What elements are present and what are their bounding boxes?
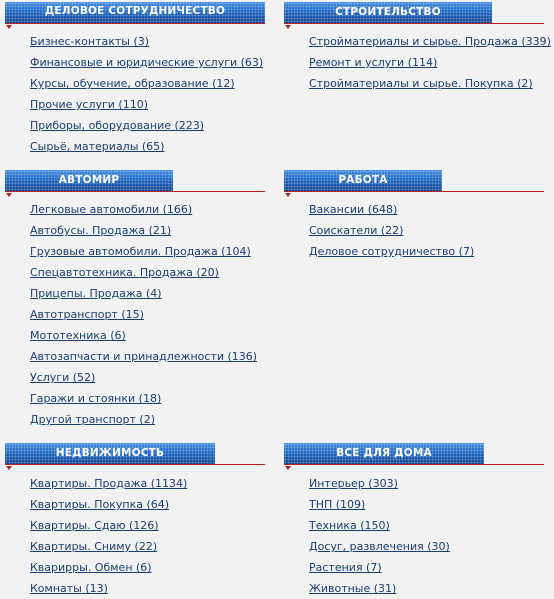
category-link[interactable]: Квартиры. Продажа (1134) xyxy=(30,477,188,490)
section-header xyxy=(5,170,265,194)
category-link[interactable]: Автотранспорт (15) xyxy=(30,308,144,321)
category-link[interactable]: ТНП (109) xyxy=(309,498,366,511)
list-item xyxy=(284,199,544,220)
list-item xyxy=(5,115,265,136)
category-link[interactable]: Квартиры. Сдаю (126) xyxy=(30,519,159,532)
section-title-bar: ВСЕ ДЛЯ ДОМА xyxy=(284,443,484,464)
category-link[interactable]: Стройматериалы и сырье. Продажа (339) xyxy=(309,35,551,48)
list-item xyxy=(5,473,265,494)
category-link[interactable]: Прицепы. Продажа (4) xyxy=(30,287,162,300)
list-item xyxy=(5,557,265,578)
arrow-down-icon xyxy=(285,193,291,197)
category-link[interactable]: Грузовые автомобили. Продажа (104) xyxy=(30,245,251,258)
category-link[interactable]: Квартиры. Покупка (64) xyxy=(30,498,170,511)
list-item xyxy=(284,536,544,557)
list-item xyxy=(5,346,265,367)
section-header xyxy=(5,2,265,26)
section-delovoe xyxy=(5,2,265,157)
list-item xyxy=(284,220,544,241)
section-vse-dlya-doma xyxy=(284,443,544,599)
category-link[interactable]: Соискатели (22) xyxy=(309,224,404,237)
section-title-bar: РАБОТА xyxy=(284,170,442,191)
category-link[interactable]: Досуг, развлечения (30) xyxy=(309,540,450,553)
category-list xyxy=(284,31,551,94)
category-link[interactable]: Техника (150) xyxy=(309,519,390,532)
list-item xyxy=(284,515,544,536)
list-item xyxy=(5,409,265,430)
category-link[interactable]: Приборы, оборудование (223) xyxy=(30,119,205,132)
list-item xyxy=(284,578,544,599)
list-item xyxy=(5,220,265,241)
section-rabota xyxy=(284,170,544,262)
list-item xyxy=(5,536,265,557)
category-link[interactable]: Кварирры. Обмен (6) xyxy=(30,561,152,574)
category-link[interactable]: Автобусы. Продажа (21) xyxy=(30,224,172,237)
list-item xyxy=(5,94,265,115)
category-link[interactable]: Вакансии (648) xyxy=(309,203,398,216)
arrow-down-icon xyxy=(6,25,12,29)
list-item xyxy=(284,473,544,494)
section-header xyxy=(5,443,265,467)
list-item xyxy=(284,73,544,94)
list-item xyxy=(5,73,265,94)
category-link[interactable]: Растения (7) xyxy=(309,561,382,574)
category-link[interactable]: Сырьё, материалы (65) xyxy=(30,140,165,153)
list-item xyxy=(5,388,265,409)
category-list xyxy=(284,473,544,599)
category-link[interactable]: Бизнес-контакты (3) xyxy=(30,35,150,48)
list-item xyxy=(5,367,265,388)
section-divider xyxy=(5,23,265,24)
list-item xyxy=(5,578,265,599)
category-link[interactable]: Стройматериалы и сырье. Покупка (2) xyxy=(309,77,533,90)
category-list xyxy=(5,473,265,599)
list-item xyxy=(5,515,265,536)
section-divider xyxy=(284,191,544,192)
list-item xyxy=(284,557,544,578)
list-item xyxy=(5,262,265,283)
list-item xyxy=(5,31,265,52)
section-stroitelstvo xyxy=(284,2,551,94)
category-link[interactable]: Прочие услуги (110) xyxy=(30,98,148,111)
category-link[interactable]: Интерьер (303) xyxy=(309,477,398,490)
section-title-bar: ДЕЛОВОЕ СОТРУДНИЧЕСТВО xyxy=(5,2,265,23)
list-item xyxy=(5,325,265,346)
list-item xyxy=(5,241,265,262)
list-item xyxy=(284,31,551,52)
section-header xyxy=(284,170,544,194)
section-divider xyxy=(284,23,544,24)
section-divider xyxy=(5,191,265,192)
list-item xyxy=(5,52,265,73)
section-divider xyxy=(5,464,265,465)
category-link[interactable]: Мототехника (6) xyxy=(30,329,126,342)
category-link[interactable]: Другой транспорт (2) xyxy=(30,413,156,426)
category-link[interactable]: Деловое сотрудничество (7) xyxy=(309,245,475,258)
list-item xyxy=(5,494,265,515)
arrow-down-icon xyxy=(285,466,291,470)
section-title-bar: АВТОМИР xyxy=(5,170,173,191)
section-header xyxy=(284,443,544,467)
category-link[interactable]: Услуги (52) xyxy=(30,371,96,384)
section-nedvizhimost xyxy=(5,443,265,599)
list-item xyxy=(5,304,265,325)
arrow-down-icon xyxy=(285,25,291,29)
category-link[interactable]: Комнаты (13) xyxy=(30,582,108,595)
category-link[interactable]: Автозапчасти и принадлежности (136) xyxy=(30,350,258,363)
category-link[interactable]: Квартиры. Сниму (22) xyxy=(30,540,158,553)
section-header xyxy=(284,2,544,26)
category-link[interactable]: Ремонт и услуги (114) xyxy=(309,56,438,69)
category-link[interactable]: Легковые автомобили (166) xyxy=(30,203,193,216)
list-item xyxy=(284,52,544,73)
category-list xyxy=(5,199,265,430)
category-list xyxy=(5,31,265,157)
list-item xyxy=(5,136,265,157)
category-list xyxy=(284,199,544,262)
arrow-down-icon xyxy=(6,193,12,197)
section-title-bar: СТРОИТЕЛЬСТВО xyxy=(284,2,492,23)
category-link[interactable]: Гаражи и стоянки (18) xyxy=(30,392,162,405)
category-link[interactable]: Курсы, обучение, образование (12) xyxy=(30,77,235,90)
section-avtomir xyxy=(5,170,265,430)
list-item xyxy=(284,241,544,262)
arrow-down-icon xyxy=(6,466,12,470)
section-divider xyxy=(284,464,544,465)
list-item xyxy=(284,494,544,515)
list-item xyxy=(5,199,265,220)
category-link[interactable]: Финансовые и юридические услуги (63) xyxy=(30,56,264,69)
category-link[interactable]: Спецавтотехника. Продажа (20) xyxy=(30,266,219,279)
category-link[interactable]: Животные (31) xyxy=(309,582,397,595)
section-title-bar: НЕДВИЖИМОСТЬ xyxy=(5,443,215,464)
list-item xyxy=(5,283,265,304)
